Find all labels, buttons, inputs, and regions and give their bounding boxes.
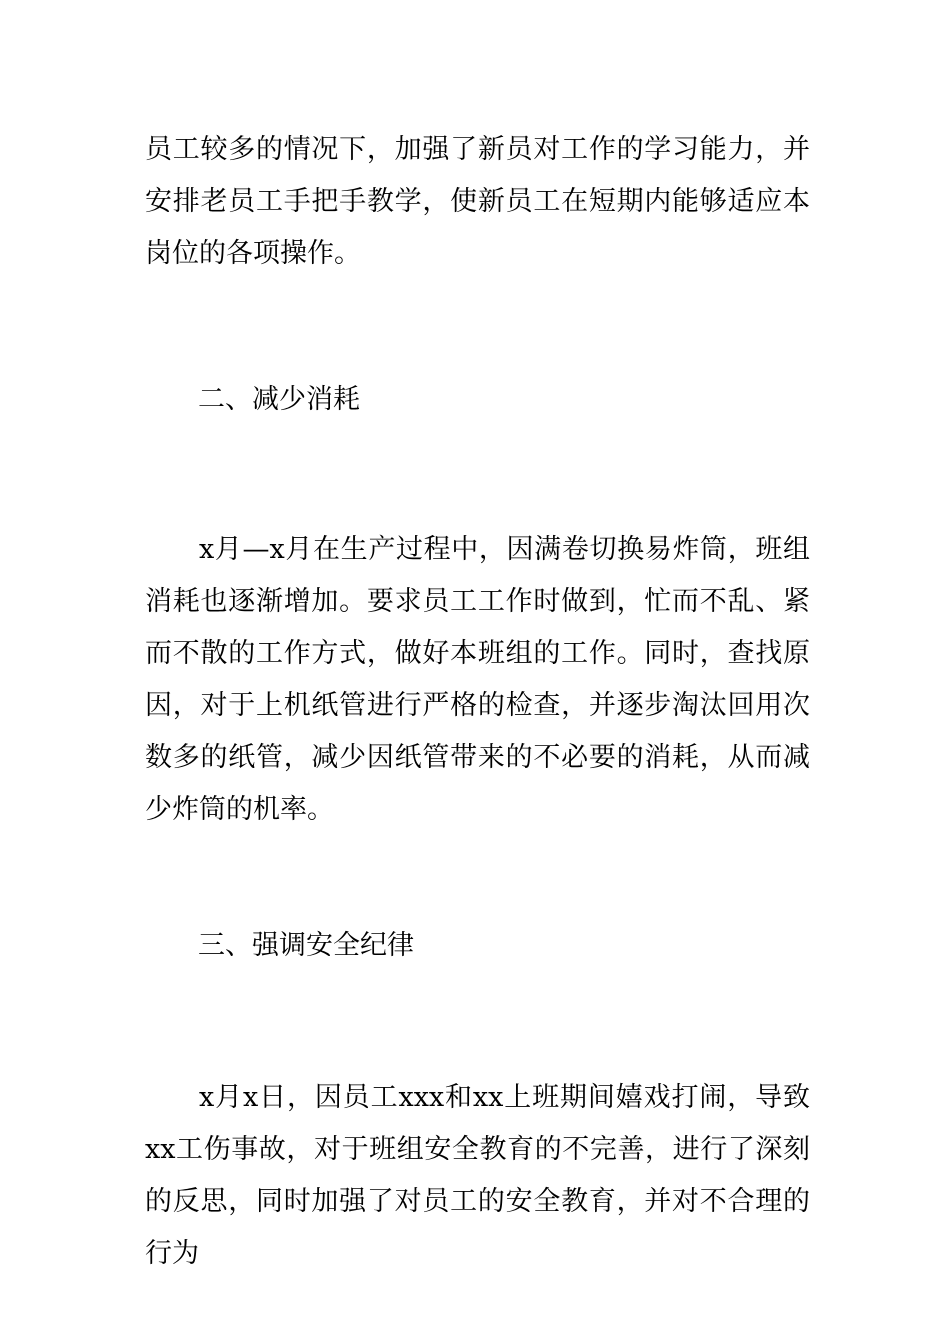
paragraph-consumption: x月—x月在生产过程中，因满卷切换易炸筒，班组消耗也逐渐增加。要求员工工作时做到，忙而不乱、紧而不散的工作方式，做好本班组的工作。同时，查找原因，对于上机纸管进行严格的检查，并逐步淘汰回用次数多的纸管，减少因纸管带来的不必要的消耗，从而减少炸筒的机率。 xyxy=(145,534,810,825)
paragraph-safety: x月x日，因员工xxx和xx上班期间嬉戏打闹，导致xx工伤事故，对于班组安全教育的不完善，进行了深刻的反思，同时加强了对员工的安全教育，并对不合理的行为 xyxy=(145,1082,810,1269)
section-heading-reduce-consumption: 二、减少消耗 xyxy=(198,384,360,415)
paragraph-training: 员工较多的情况下，加强了新员对工作的学习能力，并安排老员工手把手教学，使新员工在短期内能够适应本岗位的各项操作。 xyxy=(145,134,810,269)
section-heading-safety-discipline: 三、强调安全纪律 xyxy=(198,930,414,961)
